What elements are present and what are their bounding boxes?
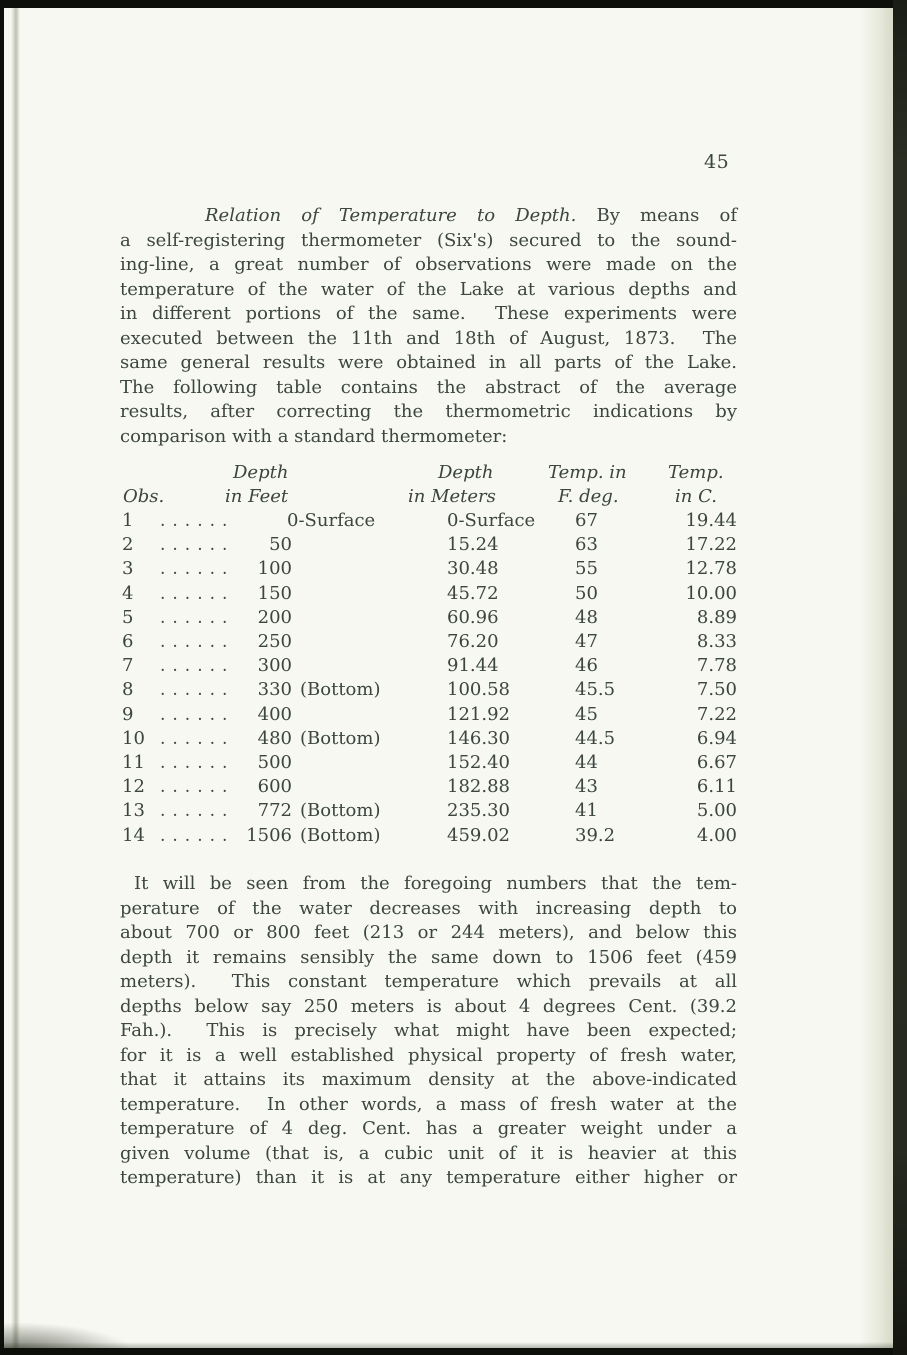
temp-f-value: 46	[575, 655, 598, 677]
paragraph-line: a self-registering thermometer (Six's) secured to the sound-	[120, 229, 737, 251]
feet-value: 300	[257, 655, 292, 677]
table-row	[120, 678, 737, 702]
header-depth-feet-line1: Depth	[233, 462, 289, 483]
dots-leader: ......	[160, 559, 235, 580]
body-paragraph	[120, 872, 737, 1191]
paragraph-line: meters). This constant temperature which prevails at all	[120, 971, 737, 992]
table-row	[120, 630, 737, 654]
obs-number: 5	[122, 606, 134, 628]
temp-f-value: 55	[575, 558, 598, 580]
table-row	[120, 799, 737, 823]
feet-value: 480	[257, 727, 292, 749]
corner-shadow	[4, 1322, 134, 1348]
paragraph-line: temperature) than it is at any temperature either higher or	[120, 1167, 737, 1188]
temp-f-value: 39.2	[575, 824, 616, 846]
dots-leader: ......	[160, 777, 235, 798]
bottom-note	[292, 630, 447, 654]
obs-number: 2	[122, 534, 134, 556]
bottom-note	[292, 654, 447, 678]
obs-number: 13	[122, 800, 145, 822]
feet-value: 150	[257, 582, 292, 604]
temp-f-value: 67	[575, 510, 598, 531]
dots-leader: ......	[160, 680, 235, 701]
temp-c-value: 17.22	[685, 534, 737, 556]
feet-value: 600	[257, 776, 292, 798]
temp-c-value: 8.33	[696, 631, 737, 653]
dots-leader: ......	[160, 583, 235, 604]
feet-value: 500	[257, 752, 292, 774]
header-temp-f-line2: F. deg.	[558, 486, 619, 507]
heading-continuation: By means of	[596, 205, 737, 226]
header-depth-meters-line2: in Meters	[408, 486, 496, 507]
temp-c-value: 19.44	[685, 510, 737, 531]
meters-value: 152.40	[447, 752, 510, 774]
temp-c-value: 12.78	[685, 558, 737, 580]
dots-leader: ......	[160, 753, 235, 774]
table-row	[120, 606, 737, 630]
meters-value: 91.44	[447, 655, 499, 677]
obs-number: 11	[122, 752, 145, 774]
temp-c-value: 4.00	[696, 824, 737, 846]
page-right-edge-shade	[859, 8, 893, 1348]
meters-value: 60.96	[447, 606, 499, 628]
table-row	[120, 727, 737, 751]
paragraph-line: temperature. In other words, a mass of fresh water at the	[120, 1093, 737, 1115]
header-obs: Obs.	[123, 486, 165, 507]
paragraph-line: Fah.). This is precisely what might have been expected;	[120, 1020, 737, 1041]
meters-value: 121.92	[447, 703, 510, 725]
temp-c-value: 6.67	[696, 752, 737, 774]
paragraph-line: comparison with a standard thermometer:	[120, 425, 508, 447]
header-temp-c-line2: in C.	[675, 486, 717, 507]
meters-value: 76.20	[447, 631, 499, 653]
temp-f-value: 45.5	[575, 679, 616, 701]
obs-number: 14	[122, 824, 145, 846]
meters-value: 459.02	[447, 824, 510, 846]
paragraph-line: in different portions of the same. These experiments were	[120, 303, 737, 324]
meters-value: 235.30	[447, 800, 510, 822]
temp-c-value: 5.00	[696, 800, 737, 822]
header-depth-feet-line2: in Feet	[225, 486, 289, 507]
bottom-note: (Bottom)	[300, 824, 381, 846]
bottom-note	[292, 557, 447, 581]
dots-leader: ......	[160, 656, 235, 677]
meters-value: 146.30	[447, 727, 510, 749]
feet-value: 50	[269, 534, 292, 556]
dots-leader: ......	[160, 607, 235, 628]
meters-value: 45.72	[447, 582, 499, 604]
bottom-note	[292, 703, 447, 727]
obs-number: 7	[122, 655, 134, 677]
obs-number: 10	[122, 727, 145, 749]
paragraph-line: that it attains its maximum density at the above-indicated	[120, 1069, 737, 1090]
paragraph-line	[120, 204, 737, 229]
feet-value: 400	[257, 703, 292, 725]
temp-f-value: 50	[575, 582, 598, 604]
obs-number: 6	[122, 631, 134, 653]
gutter-shadow	[11, 8, 20, 1348]
feet-value: 200	[257, 606, 292, 628]
paragraph-line: temperature of the water of the Lake at various depths and	[120, 278, 737, 300]
bottom-note	[292, 582, 447, 606]
paragraph-line: same general results were obtained in all parts of the Lake.	[120, 352, 737, 373]
page-bottom-edge-shade	[4, 1342, 893, 1348]
meters-value: 30.48	[447, 558, 499, 580]
paragraph-line: temperature of 4 deg. Cent. has a greater weight under a	[120, 1118, 737, 1139]
table-row	[120, 775, 737, 799]
temp-c-value: 6.11	[696, 776, 737, 798]
temp-c-value: 6.94	[696, 727, 737, 749]
table-row	[120, 533, 737, 557]
paragraph-line: perature of the water decreases with increasing depth to	[120, 897, 737, 919]
temp-f-value: 47	[575, 631, 598, 653]
temp-f-value: 44.5	[575, 727, 616, 749]
paragraph-line: about 700 or 800 feet (213 or 244 meters), and below this	[120, 922, 737, 943]
dots-leader: ......	[160, 511, 235, 531]
dots-leader: ......	[160, 728, 235, 749]
bottom-note	[292, 533, 447, 557]
temp-f-value: 48	[575, 606, 598, 628]
temp-c-value: 7.50	[696, 679, 737, 701]
temp-c-value: 8.89	[696, 606, 737, 628]
temp-f-value: 63	[575, 534, 598, 556]
feet-value: 1506	[246, 824, 292, 846]
bottom-note: (Bottom)	[300, 800, 381, 822]
temp-c-value: 10.00	[685, 582, 737, 604]
page-number: 45	[704, 151, 730, 173]
paragraph-line: depths below say 250 meters is about 4 degrees Cent. (39.2	[120, 995, 737, 1017]
temp-f-value: 43	[575, 776, 598, 798]
dots-leader: ......	[160, 632, 235, 653]
table-row	[120, 509, 737, 533]
scan-right-band	[893, 0, 907, 1355]
table-row	[120, 582, 737, 606]
paragraph-line: for it is a well established physical property of fresh water,	[120, 1044, 737, 1066]
dots-leader: ......	[160, 801, 235, 822]
feet-value: 250	[257, 631, 292, 653]
paragraph-line: results, after correcting the thermometric indications by	[120, 401, 737, 422]
dots-leader: ......	[160, 535, 235, 556]
paragraph-line: The following table contains the abstract of the average	[120, 376, 737, 398]
obs-number: 8	[122, 679, 134, 701]
feet-value: 100	[257, 558, 292, 580]
paragraph-line: given volume (that is, a cubic unit of it is heavier at this	[120, 1142, 737, 1164]
table-row	[120, 557, 737, 581]
intro-paragraph	[120, 204, 737, 449]
dots-leader: ......	[160, 825, 235, 846]
bottom-note: (Bottom)	[300, 727, 381, 749]
paragraph-line: ing-line, a great number of observations were made on the	[120, 254, 737, 275]
bottom-note	[292, 509, 447, 533]
temp-c-value: 7.78	[696, 655, 737, 677]
temp-c-value: 7.22	[696, 703, 737, 725]
obs-number: 9	[122, 703, 134, 725]
paragraph-line: executed between the 11th and 18th of August, 1873. The	[120, 327, 737, 349]
section-heading: Relation of Temperature to Depth.	[205, 205, 577, 226]
table-row	[120, 654, 737, 678]
obs-number: 12	[122, 776, 145, 798]
bottom-note	[292, 606, 447, 630]
bottom-note: (Bottom)	[300, 679, 381, 701]
header-temp-c-line1: Temp.	[668, 462, 724, 483]
obs-number: 1	[122, 510, 134, 531]
table-row	[120, 703, 737, 727]
temp-f-value: 44	[575, 752, 598, 774]
header-temp-f-line1: Temp. in	[548, 462, 627, 483]
obs-number: 4	[122, 582, 134, 604]
meters-value: 0-Surface	[447, 510, 536, 531]
meters-value: 100.58	[447, 679, 510, 701]
paragraph-line: It will be seen from the foregoing numbers that the tem-	[134, 873, 737, 894]
temp-f-value: 45	[575, 703, 598, 725]
obs-number: 3	[122, 558, 134, 580]
paragraph-line: depth it remains sensibly the same down to 1506 feet (459	[120, 946, 737, 968]
bottom-note	[292, 775, 447, 799]
temperature-table	[120, 460, 737, 848]
meters-value: 15.24	[447, 534, 499, 556]
feet-value: 772	[257, 800, 292, 822]
temp-f-value: 41	[575, 800, 598, 822]
header-depth-meters-line1: Depth	[438, 462, 494, 483]
feet-value: 330	[257, 679, 292, 701]
feet-value: 0-Surface	[287, 510, 376, 531]
table-row	[120, 751, 737, 775]
meters-value: 182.88	[447, 776, 510, 798]
book-page	[4, 8, 893, 1348]
table-header	[120, 460, 737, 509]
bottom-note	[292, 751, 447, 775]
table-row	[120, 824, 737, 848]
dots-leader: ......	[160, 704, 235, 725]
